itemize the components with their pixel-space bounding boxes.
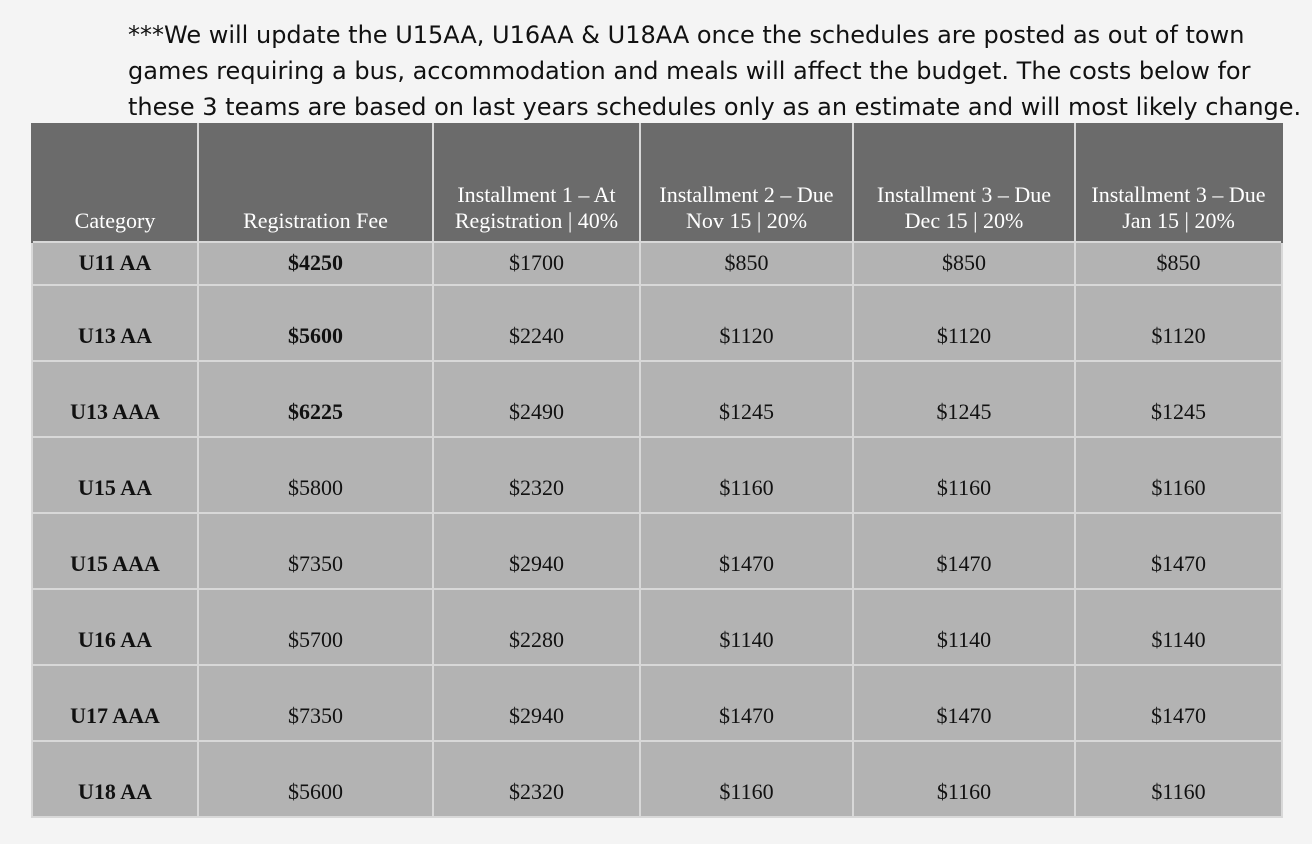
installment-1-cell: $2940 (433, 665, 640, 741)
registration-fee-cell: $5600 (198, 741, 433, 817)
installment-3-jan-cell: $1160 (1075, 437, 1282, 513)
installment-1-cell: $1700 (433, 242, 640, 285)
column-header-installment-2: Installment 2 – Due Nov 15 | 20% (640, 123, 853, 242)
category-cell: U17 AAA (32, 665, 198, 741)
budget-note-line: these 3 teams are based on last years schedules only as an estimate and will most likely change. (128, 93, 1302, 121)
installment-3-jan-cell: $1470 (1075, 513, 1282, 589)
table-row (32, 513, 1282, 589)
registration-fee-cell: $5800 (198, 437, 433, 513)
fee-table (31, 123, 1283, 818)
table-row (32, 285, 1282, 361)
installment-3-dec-cell: $1160 (853, 741, 1075, 817)
registration-fee-cell: $4250 (198, 242, 433, 285)
installment-3-jan-cell: $1160 (1075, 741, 1282, 817)
installment-1-cell: $2240 (433, 285, 640, 361)
category-cell: U15 AA (32, 437, 198, 513)
installment-3-dec-cell: $1140 (853, 589, 1075, 665)
table-row (32, 665, 1282, 741)
category-cell: U15 AAA (32, 513, 198, 589)
installment-1-cell: $2940 (433, 513, 640, 589)
category-cell: U11 AA (32, 242, 198, 285)
installment-2-cell: $850 (640, 242, 853, 285)
installment-3-jan-cell: $1470 (1075, 665, 1282, 741)
installment-1-cell: $2490 (433, 361, 640, 437)
installment-3-jan-cell: $1120 (1075, 285, 1282, 361)
registration-fee-cell: $5600 (198, 285, 433, 361)
registration-fee-cell: $6225 (198, 361, 433, 437)
table-row (32, 437, 1282, 513)
category-cell: U18 AA (32, 741, 198, 817)
installment-3-dec-cell: $1160 (853, 437, 1075, 513)
installment-2-cell: $1120 (640, 285, 853, 361)
budget-note-line: ***We will update the U15AA, U16AA & U18AA once the schedules are posted as out of town (128, 21, 1245, 49)
header-row (32, 123, 1282, 242)
category-cell: U16 AA (32, 589, 198, 665)
registration-fee-cell: $7350 (198, 513, 433, 589)
installment-3-dec-cell: $1120 (853, 285, 1075, 361)
column-header-installment-3-jan: Installment 3 – Due Jan 15 | 20% (1075, 123, 1282, 242)
column-header-registration-fee: Registration Fee (198, 123, 433, 242)
category-cell: U13 AAA (32, 361, 198, 437)
installment-3-jan-cell: $850 (1075, 242, 1282, 285)
registration-fee-cell: $7350 (198, 665, 433, 741)
installment-3-dec-cell: $850 (853, 242, 1075, 285)
installment-1-cell: $2320 (433, 741, 640, 817)
installment-3-dec-cell: $1245 (853, 361, 1075, 437)
table-row (32, 361, 1282, 437)
installment-2-cell: $1470 (640, 513, 853, 589)
registration-fee-cell: $5700 (198, 589, 433, 665)
installment-3-dec-cell: $1470 (853, 513, 1075, 589)
table-row (32, 741, 1282, 817)
installment-2-cell: $1140 (640, 589, 853, 665)
installment-3-jan-cell: $1245 (1075, 361, 1282, 437)
column-header-category: Category (32, 123, 198, 242)
installment-2-cell: $1470 (640, 665, 853, 741)
installment-2-cell: $1160 (640, 741, 853, 817)
category-cell: U13 AA (32, 285, 198, 361)
installment-3-dec-cell: $1470 (853, 665, 1075, 741)
table-row (32, 589, 1282, 665)
installment-1-cell: $2280 (433, 589, 640, 665)
installment-3-jan-cell: $1140 (1075, 589, 1282, 665)
table-row (32, 242, 1282, 285)
installment-2-cell: $1160 (640, 437, 853, 513)
installment-2-cell: $1245 (640, 361, 853, 437)
budget-note (128, 17, 1302, 125)
column-header-installment-1: Installment 1 – At Registration | 40% (433, 123, 640, 242)
budget-note-line: games requiring a bus, accommodation and meals will affect the budget. The costs below for (128, 57, 1251, 85)
column-header-installment-3-dec: Installment 3 – Due Dec 15 | 20% (853, 123, 1075, 242)
installment-1-cell: $2320 (433, 437, 640, 513)
